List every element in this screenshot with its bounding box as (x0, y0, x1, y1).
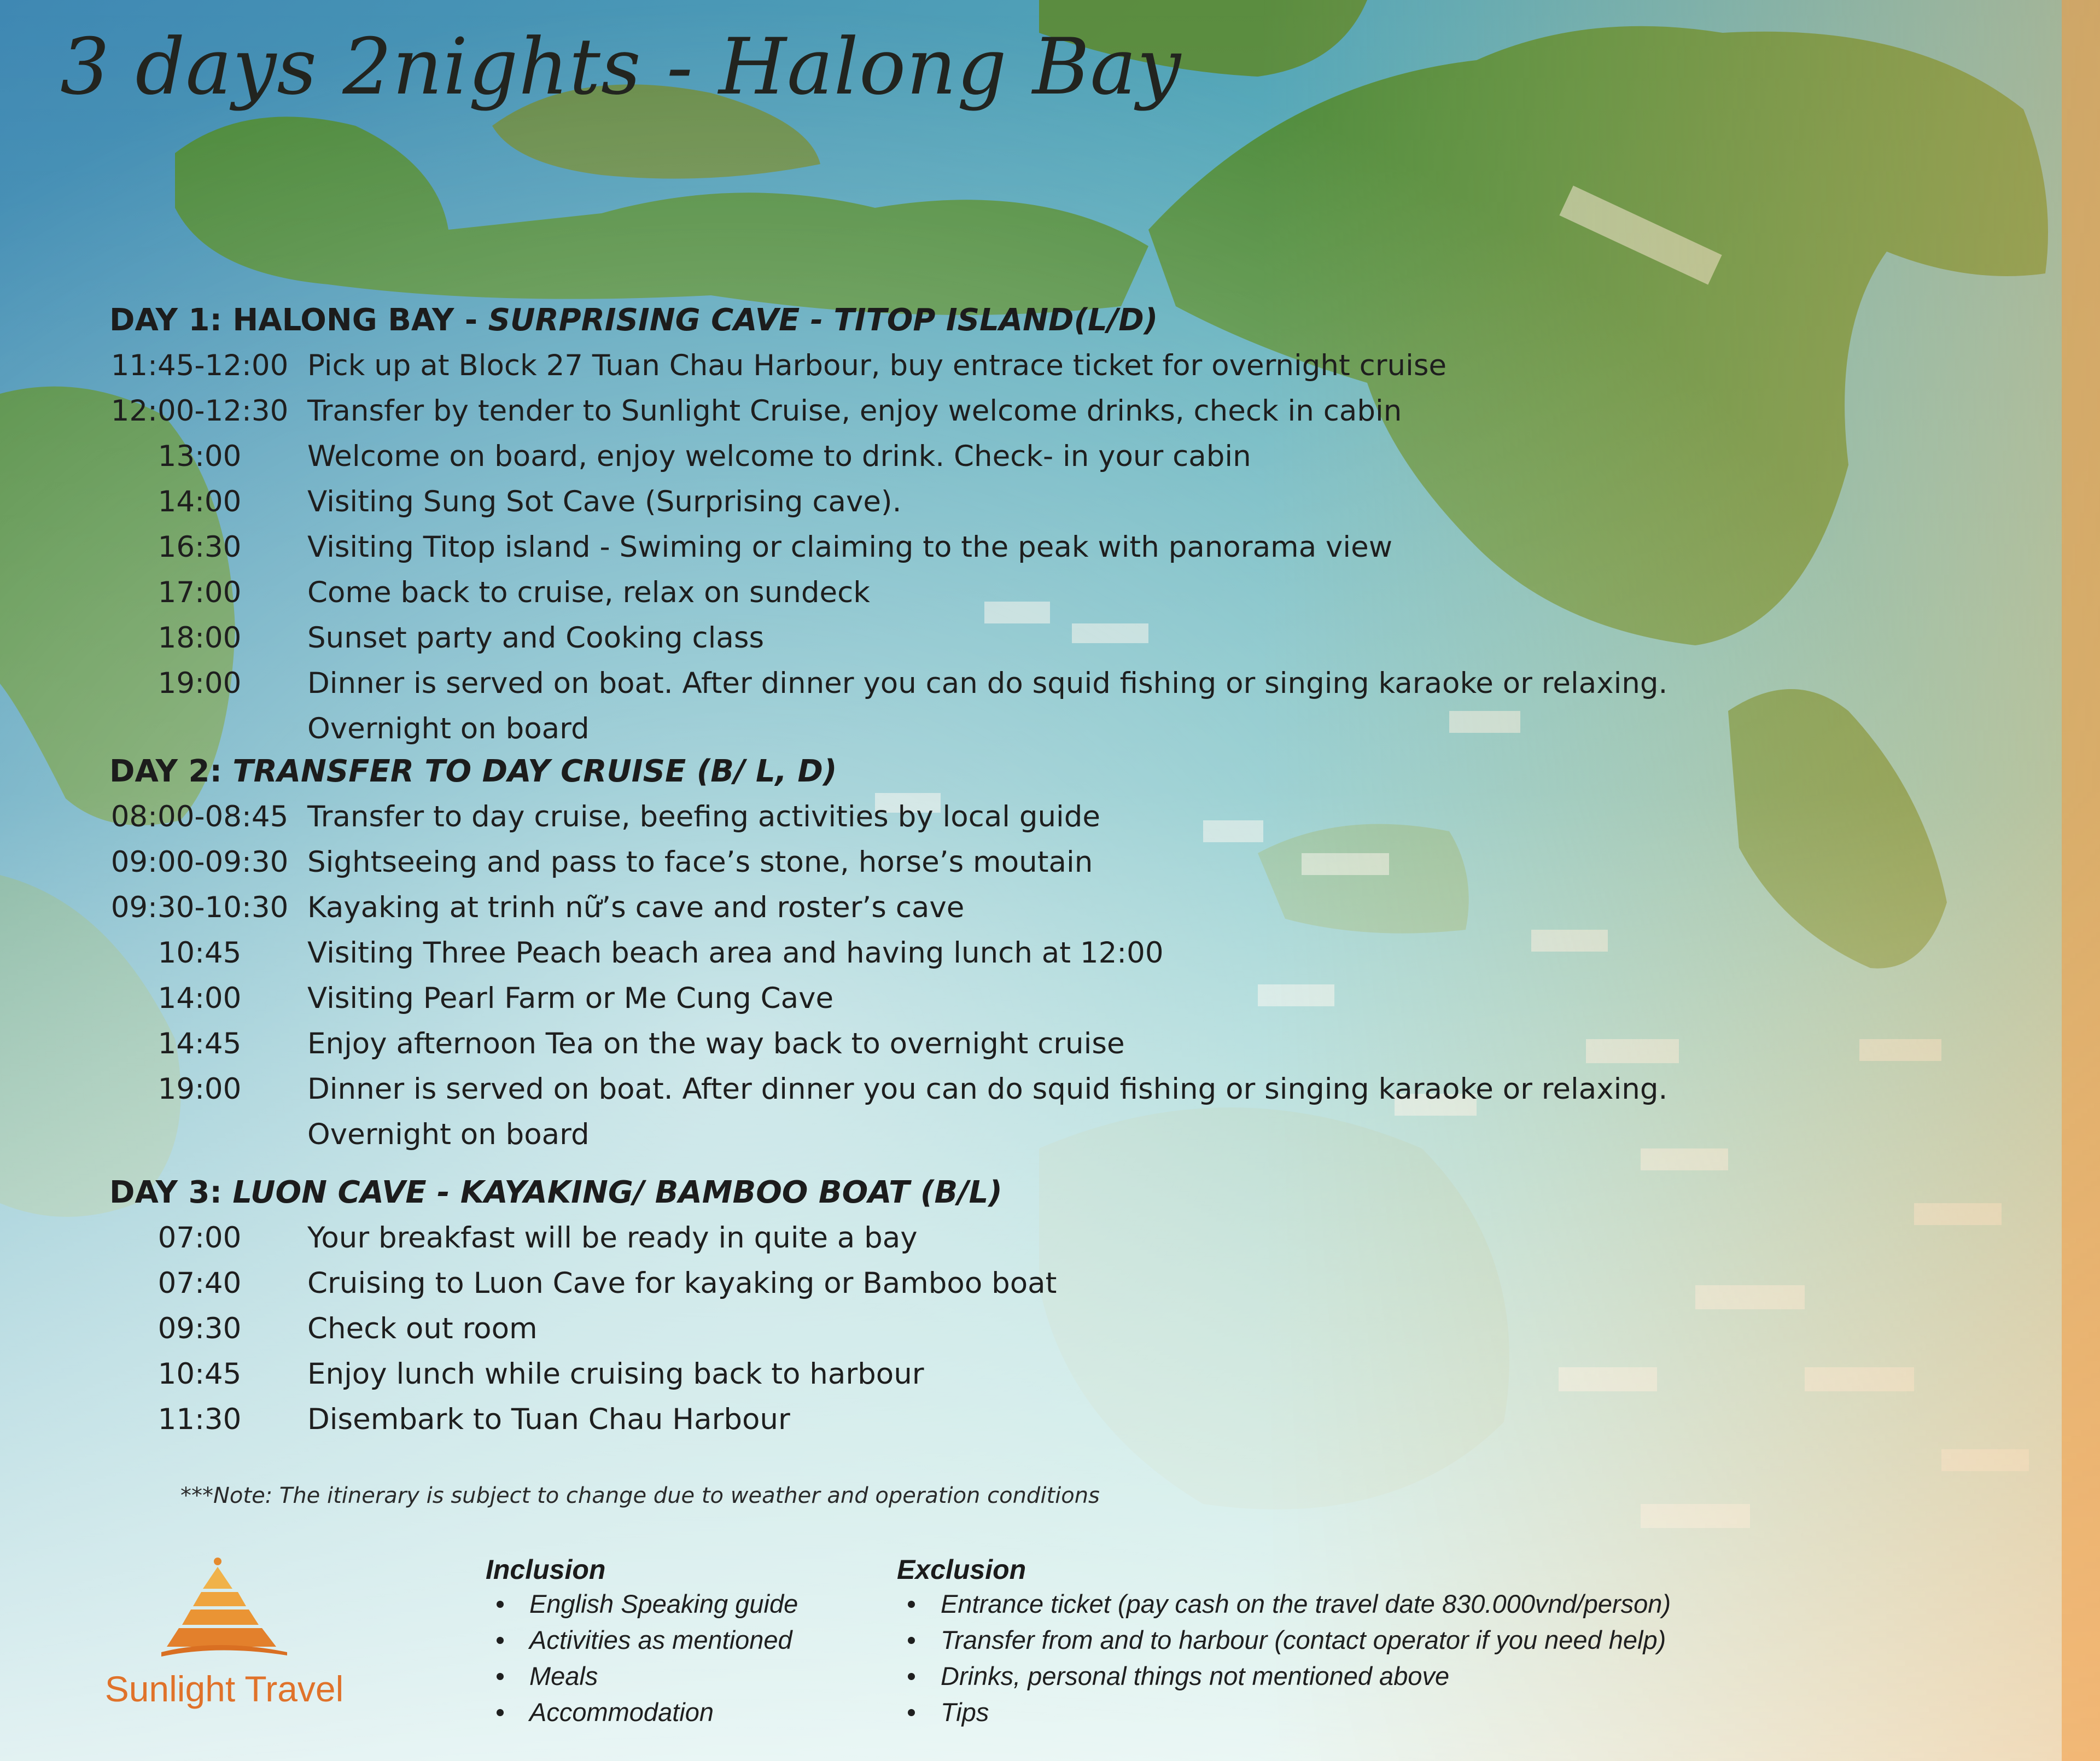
schedule-time: 09:30-10:30 (110, 891, 289, 924)
schedule-activity: Disembark to Tuan Chau Harbour (307, 1403, 790, 1436)
schedule-row (109, 794, 1969, 839)
schedule-time: 07:00 (158, 1221, 242, 1255)
schedule-row (109, 1066, 1969, 1112)
list-item: Transfer from and to harbour (contact operator if you need help) (897, 1622, 1671, 1658)
day-2-section (109, 749, 1969, 1157)
list-item: English Speaking guide (486, 1586, 798, 1622)
schedule-activity: Sightseeing and pass to face’s stone, horse’s moutain (307, 845, 1093, 879)
brand-name: Sunlight Travel (104, 1669, 344, 1709)
schedule-time: 07:40 (158, 1267, 242, 1300)
schedule-row (109, 1215, 1969, 1261)
inclusion-title: Inclusion (486, 1554, 606, 1585)
day-3-section (109, 1170, 1969, 1442)
day-1-heading (109, 298, 1969, 343)
page-title: 3 days 2nights - Halong Bay (60, 22, 1182, 112)
itinerary-note: ***Note: The itinerary is subject to change due to weather and operation conditions (180, 1483, 1100, 1508)
schedule-activity: Come back to cruise, relax on sundeck (307, 576, 870, 609)
schedule-time: 16:30 (158, 530, 242, 564)
schedule-time: 14:00 (158, 485, 242, 518)
schedule-activity: Enjoy lunch while cruising back to harbour (307, 1357, 924, 1391)
day-2-heading (109, 749, 1969, 794)
day-3-heading (109, 1170, 1969, 1215)
schedule-row (109, 479, 1969, 524)
schedule-row (109, 1112, 1969, 1157)
schedule-activity: Your breakfast will be ready in quite a bay (307, 1221, 918, 1255)
list-item: Activities as mentioned (486, 1622, 798, 1658)
schedule-activity: Welcome on board, enjoy welcome to drink. Check- in your cabin (307, 440, 1251, 473)
inclusion-list (486, 1553, 798, 1730)
list-item: Meals (486, 1658, 798, 1694)
schedule-time: 14:45 (158, 1027, 242, 1060)
schedule-time: 13:00 (158, 440, 242, 473)
schedule-activity: Overnight on board (307, 1118, 590, 1151)
day-2-heading-route: TRANSFER TO DAY CRUISE (B/ L, D) (232, 754, 837, 789)
exclusion-title: Exclusion (897, 1554, 1026, 1585)
schedule-row (109, 661, 1969, 706)
schedule-time: 11:45-12:00 (110, 349, 289, 382)
schedule-time: 14:00 (158, 982, 242, 1015)
day-3-heading-label: DAY 3: (109, 1175, 233, 1210)
schedule-activity: Visiting Titop island - Swiming or claiming to the peak with panorama view (307, 530, 1393, 564)
schedule-row (109, 885, 1969, 930)
schedule-row (109, 706, 1969, 751)
day-2-heading-label: DAY 2: (109, 754, 233, 789)
schedule-activity: Sunset party and Cooking class (307, 621, 765, 655)
schedule-activity: Transfer to day cruise, beefing activities by local guide (307, 800, 1101, 833)
schedule-activity: Visiting Sung Sot Cave (Surprising cave). (307, 485, 902, 518)
day-1-heading-route: SURPRISING CAVE - TITOP ISLAND(L/D) (488, 302, 1158, 338)
schedule-row (109, 524, 1969, 570)
schedule-row (109, 434, 1969, 479)
schedule-activity: Kayaking at trinh nữ’s cave and roster’s cave (307, 891, 965, 924)
schedule-time: 17:00 (158, 576, 242, 609)
list-item: Tips (897, 1694, 1671, 1730)
schedule-row (109, 388, 1969, 434)
schedule-time: 10:45 (158, 936, 242, 970)
schedule-row (109, 930, 1969, 976)
schedule-time: 19:00 (158, 667, 242, 700)
schedule-activity: Check out room (307, 1312, 538, 1345)
schedule-row (109, 1397, 1969, 1442)
schedule-time: 11:30 (158, 1403, 242, 1436)
schedule-activity: Dinner is served on boat. After dinner you can do squid fishing or singing karaoke or relaxing. (307, 1072, 1668, 1106)
schedule-row (109, 839, 1969, 885)
brand-logo (60, 1556, 388, 1720)
list-item: Drinks, personal things not mentioned above (897, 1658, 1671, 1694)
day-3-heading-route: LUON CAVE - KAYAKING/ BAMBOO BOAT (B/L) (232, 1175, 1002, 1210)
schedule-activity: Visiting Three Peach beach area and having lunch at 12:00 (307, 936, 1164, 970)
schedule-time: 10:45 (158, 1357, 242, 1391)
schedule-activity: Dinner is served on boat. After dinner you can do squid fishing or singing karaoke or relaxing. (307, 667, 1668, 700)
schedule-row (109, 1261, 1969, 1306)
schedule-time: 09:00-09:30 (110, 845, 289, 879)
schedule-activity: Cruising to Luon Cave for kayaking or Bamboo boat (307, 1267, 1057, 1300)
schedule-row (109, 343, 1969, 388)
schedule-row (109, 1021, 1969, 1066)
schedule-activity: Overnight on board (307, 712, 590, 745)
schedule-row (109, 615, 1969, 661)
schedule-time: 18:00 (158, 621, 242, 655)
schedule-time: 08:00-08:45 (110, 800, 289, 833)
schedule-row (109, 976, 1969, 1021)
schedule-row (109, 1351, 1969, 1397)
day-1-section (109, 298, 1969, 751)
schedule-activity: Transfer by tender to Sunlight Cruise, enjoy welcome drinks, check in cabin (307, 394, 1402, 428)
list-item: Entrance ticket (pay cash on the travel date 830.000vnd/person) (897, 1586, 1671, 1622)
sunlight-sail-icon (150, 1556, 298, 1665)
schedule-time: 12:00-12:30 (110, 394, 289, 428)
exclusion-list (897, 1553, 1671, 1730)
schedule-row (109, 570, 1969, 615)
schedule-activity: Enjoy afternoon Tea on the way back to overnight cruise (307, 1027, 1125, 1060)
schedule-activity: Visiting Pearl Farm or Me Cung Cave (307, 982, 834, 1015)
day-1-heading-label: DAY 1: HALONG BAY - (109, 302, 488, 338)
schedule-time: 09:30 (158, 1312, 242, 1345)
schedule-row (109, 1306, 1969, 1351)
schedule-time: 19:00 (158, 1072, 242, 1106)
list-item: Accommodation (486, 1694, 798, 1730)
schedule-activity: Pick up at Block 27 Tuan Chau Harbour, buy entrace ticket for overnight cruise (307, 349, 1447, 382)
